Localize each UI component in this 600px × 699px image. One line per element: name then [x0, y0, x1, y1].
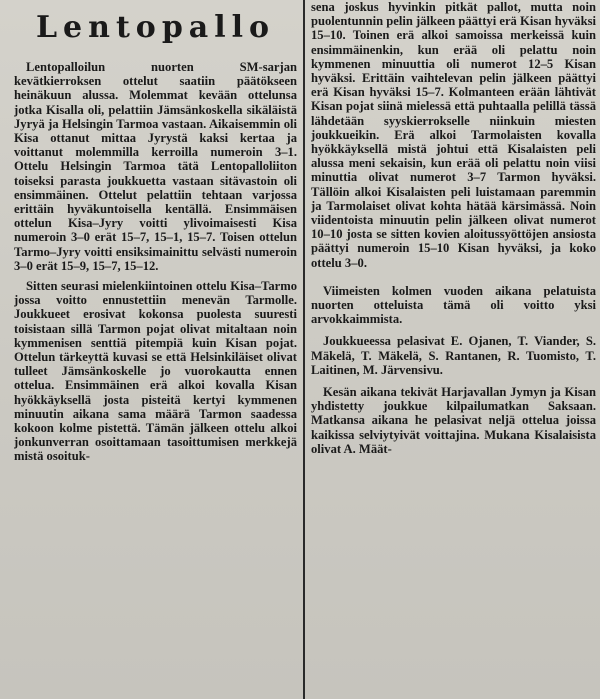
right-paragraph-1: sena joskus hyvinkin pitkät pallot, mutta noin puolentunnin pelin jälkeen päättyi erä Kisan hyväksi 15–10. Toinen erä alkoi samoissa merkeissä kuin ensimmäinenkin, kun erää oli pelattu noin kymmenen minuuttia oli numerot 12–5 Kisan hyväksi. Erittäin vaihtelevan pelin jälkeen päättyi erä Kisan hyväksi 15–7. Kolmanteen erään lähtivät Kisan pojat siinä mielessä että puhtaalla pelillä tässä lähdetään syyskierrokselle niinkuin miesten joukkueikin. Erä alkoi Tarmolaisten kovalla hyökkäyksellä mistä johtui että Kisalaisten peli alussa meni sekaisin, kun erää oli pelattu noin viisi minuttia olivat numerot 3–7 Tarmon hyväksi. Tällöin alkoi Kisalaisten peli luistamaan paremmin ja Tarmolaiset olivat kohta hätää kärsimässä. Noin viidentoista minuutin pelin jälkeen olivat numerot 10–10 josta se sitten kovien aloitussyöttöjen ansiosta päättyi numeroin 15–10 Kisan hyväksi, ja koko ottelu 3–0. [311, 0, 596, 270]
right-paragraph-2: Viimeisten kolmen vuoden aikana pelatuista nuorten otteluista tämä oli voitto yksi arvokkaimmista. [311, 283, 596, 327]
right-paragraph-4: Kesän aikana tekivät Harjavallan Jymyn ja Kisan yhdistetty joukkue kilpailumatkan Saksaan. Matkansa aikana he pelasivat neljä ottelua joissa kaikissa selviytyivät voittajina. Mukana Kisalaisista olivat A. Määt- [311, 385, 596, 456]
left-paragraph-1: Lentopalloilun nuorten SM-sarjan kevätkierroksen ottelut saatiin päätökseen heinäkuun alussa. Molemmat kevään ottelunsa jotka Kisalla oli, pelattiin Jämsänkoskella sikäläistä Jyryä ja Helsingin Tarmoa vastaan. Aikaisemmin oli Kisa ottanut mittaa Jyrystä kaksi kertaa ja voittanut molemmilla kerroilla numeroin 3–1. Ottelu Helsingin Tarmoa tätä Lentopalloliiton toiseksi parasta joukkuetta vastaan sitävastoin oli ensimmäinen. Ottelut pelattiin tehtaan varjossa erittäin hyväkuntoisella kentällä. Ensimmäisen ottelun Kisa–Jyry voitti ylivoimaisesti Kisa numeroin 3–0 erät 15–7, 15–1, 15–7. Toisen ottelun Tarmo–Jyry voitti ensiksimainittu selvästi numeroin 3–0 erät 15–9, 15–7, 15–12. [14, 60, 297, 273]
article-headline: Lentopallo [35, 10, 276, 45]
right-column [311, 0, 596, 699]
left-column [14, 0, 297, 699]
column-divider [303, 0, 305, 699]
right-paragraph-3: Joukkueessa pelasivat E. Ojanen, T. Viander, S. Mäkelä, T. Mäkelä, S. Rantanen, R. Tuomisto, T. Laitinen, M. Järvensivu. [311, 334, 596, 377]
left-paragraph-2: Sitten seurasi mielenkiintoinen ottelu Kisa–Tarmo jossa voitto ennustettiin menevän Tarmolle. Joukkueet erosivat kokonsa puolesta suuresti toisistaan sillä Tarmon pojat olivat mitaltaan noin kymmenisen senttiä pitempiä kuin Kisan pojat. Ottelun tärkeyttä kuvasi se että Helsinkiläiset olivat tulleet Jämsänkoskelle jo vuorokautta ennen ottelua. Ensimmäinen erä alkoi kovalla Kisan hyökkäyksellä josta pisteitä kertyi kymmenen minuutin aikana sama määrä Tarmon saadessa kokoon kolme pistettä. Tämän jälkeen ottelu alkoi jonkunverran osoittamaan tasoittumisen merkkejä mistä osoituk- [14, 279, 297, 464]
